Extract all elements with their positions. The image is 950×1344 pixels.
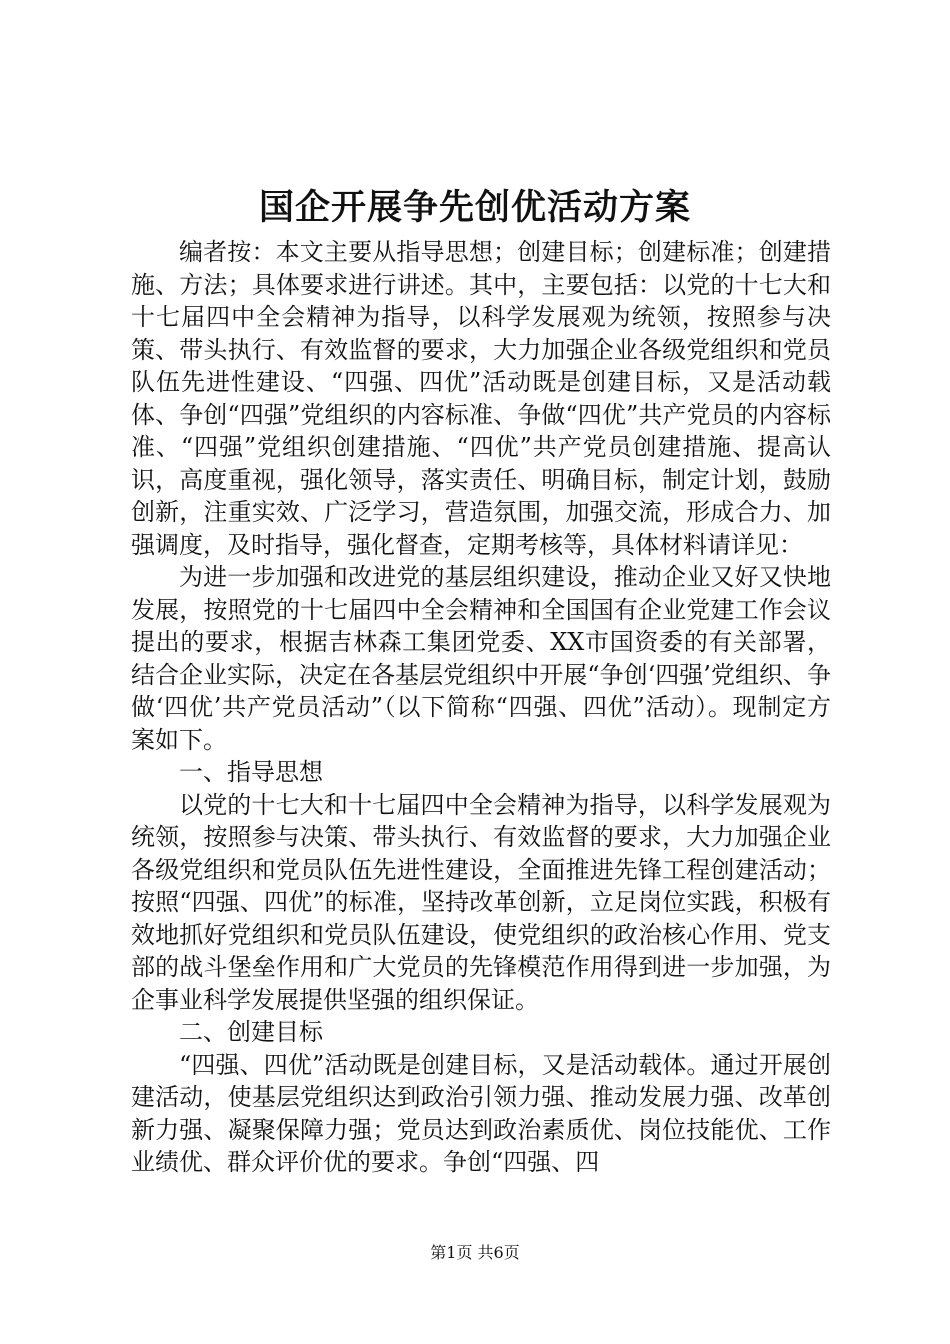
section-heading-guiding-ideology: 一、指导思想 [179,758,323,786]
paragraph-editor-note: 编者按：本文主要从指导思想；创建目标；创建标准；创建措施、方法；具体要求进行讲述。其中，主要包括：以党的十七大和十七届四中全会精神为指导，以科学发展观为统领，按照参与决策、带头执行、有效监督的要求，大力加强企业各级党组织和党员队伍先进性建设、“四强、四优”活动既是创建目标，又是活动载体、争创“四强”党组织的内容标准、争做“四优”共产党员的内容标准、“四强”党组织创建措施、“四优”共产党员创建措施、提高认识，高度重视，强化领导，落实责任、明确目标，制定计划，鼓励创新，注重实效、广泛学习，营造氛围，加强交流，形成合力、加强调度，及时指导，强化督查，定期考核等，具体材料请详见： [131,238,831,559]
paragraph-intro: 为进一步加强和改进党的基层组织建设，推动企业又好又快地发展，按照党的十七届四中全会精神和全国国有企业党建工作会议提出的要求，根据吉林森工集团党委、XX市国资委的有关部署，结合企业实际，决定在各基层党组织中开展“争创‘四强’党组织、争做‘四优’共产党员活动”（以下简称“四强、四优”活动）。现制定方案如下。 [131,563,831,754]
paragraph-guiding-ideology: 以党的十七大和十七届四中全会精神为指导，以科学发展观为统领，按照参与决策、带头执行、有效监督的要求，大力加强企业各级党组织和党员队伍先进性建设，全面推进先锋工程创建活动；按照“四强、四优”的标准，坚持改革创新，立足岗位实践，积极有效地抓好党组织和党员队伍建设，使党组织的政治核心作用、党支部的战斗堡垒作用和广大党员的先锋模范作用得到进一步加强，为企事业科学发展提供坚强的组织保证。 [131,790,831,1014]
document-body [131,236,831,1179]
page-number: 第1页 共6页 [430,1243,520,1262]
document-title: 国企开展争先创优活动方案 [258,187,691,228]
paragraph-goals: “四强、四优”活动既是创建目标，又是活动载体。通过开展创建活动，使基层党组织达到政治引领力强、推动发展力强、改革创新力强、凝聚保障力强；党员达到政治素质优、岗位技能优、工作业绩优、群众评价优的要求。争创“四强、四 [131,1050,831,1176]
section-heading-goals: 二、创建目标 [179,1018,323,1046]
